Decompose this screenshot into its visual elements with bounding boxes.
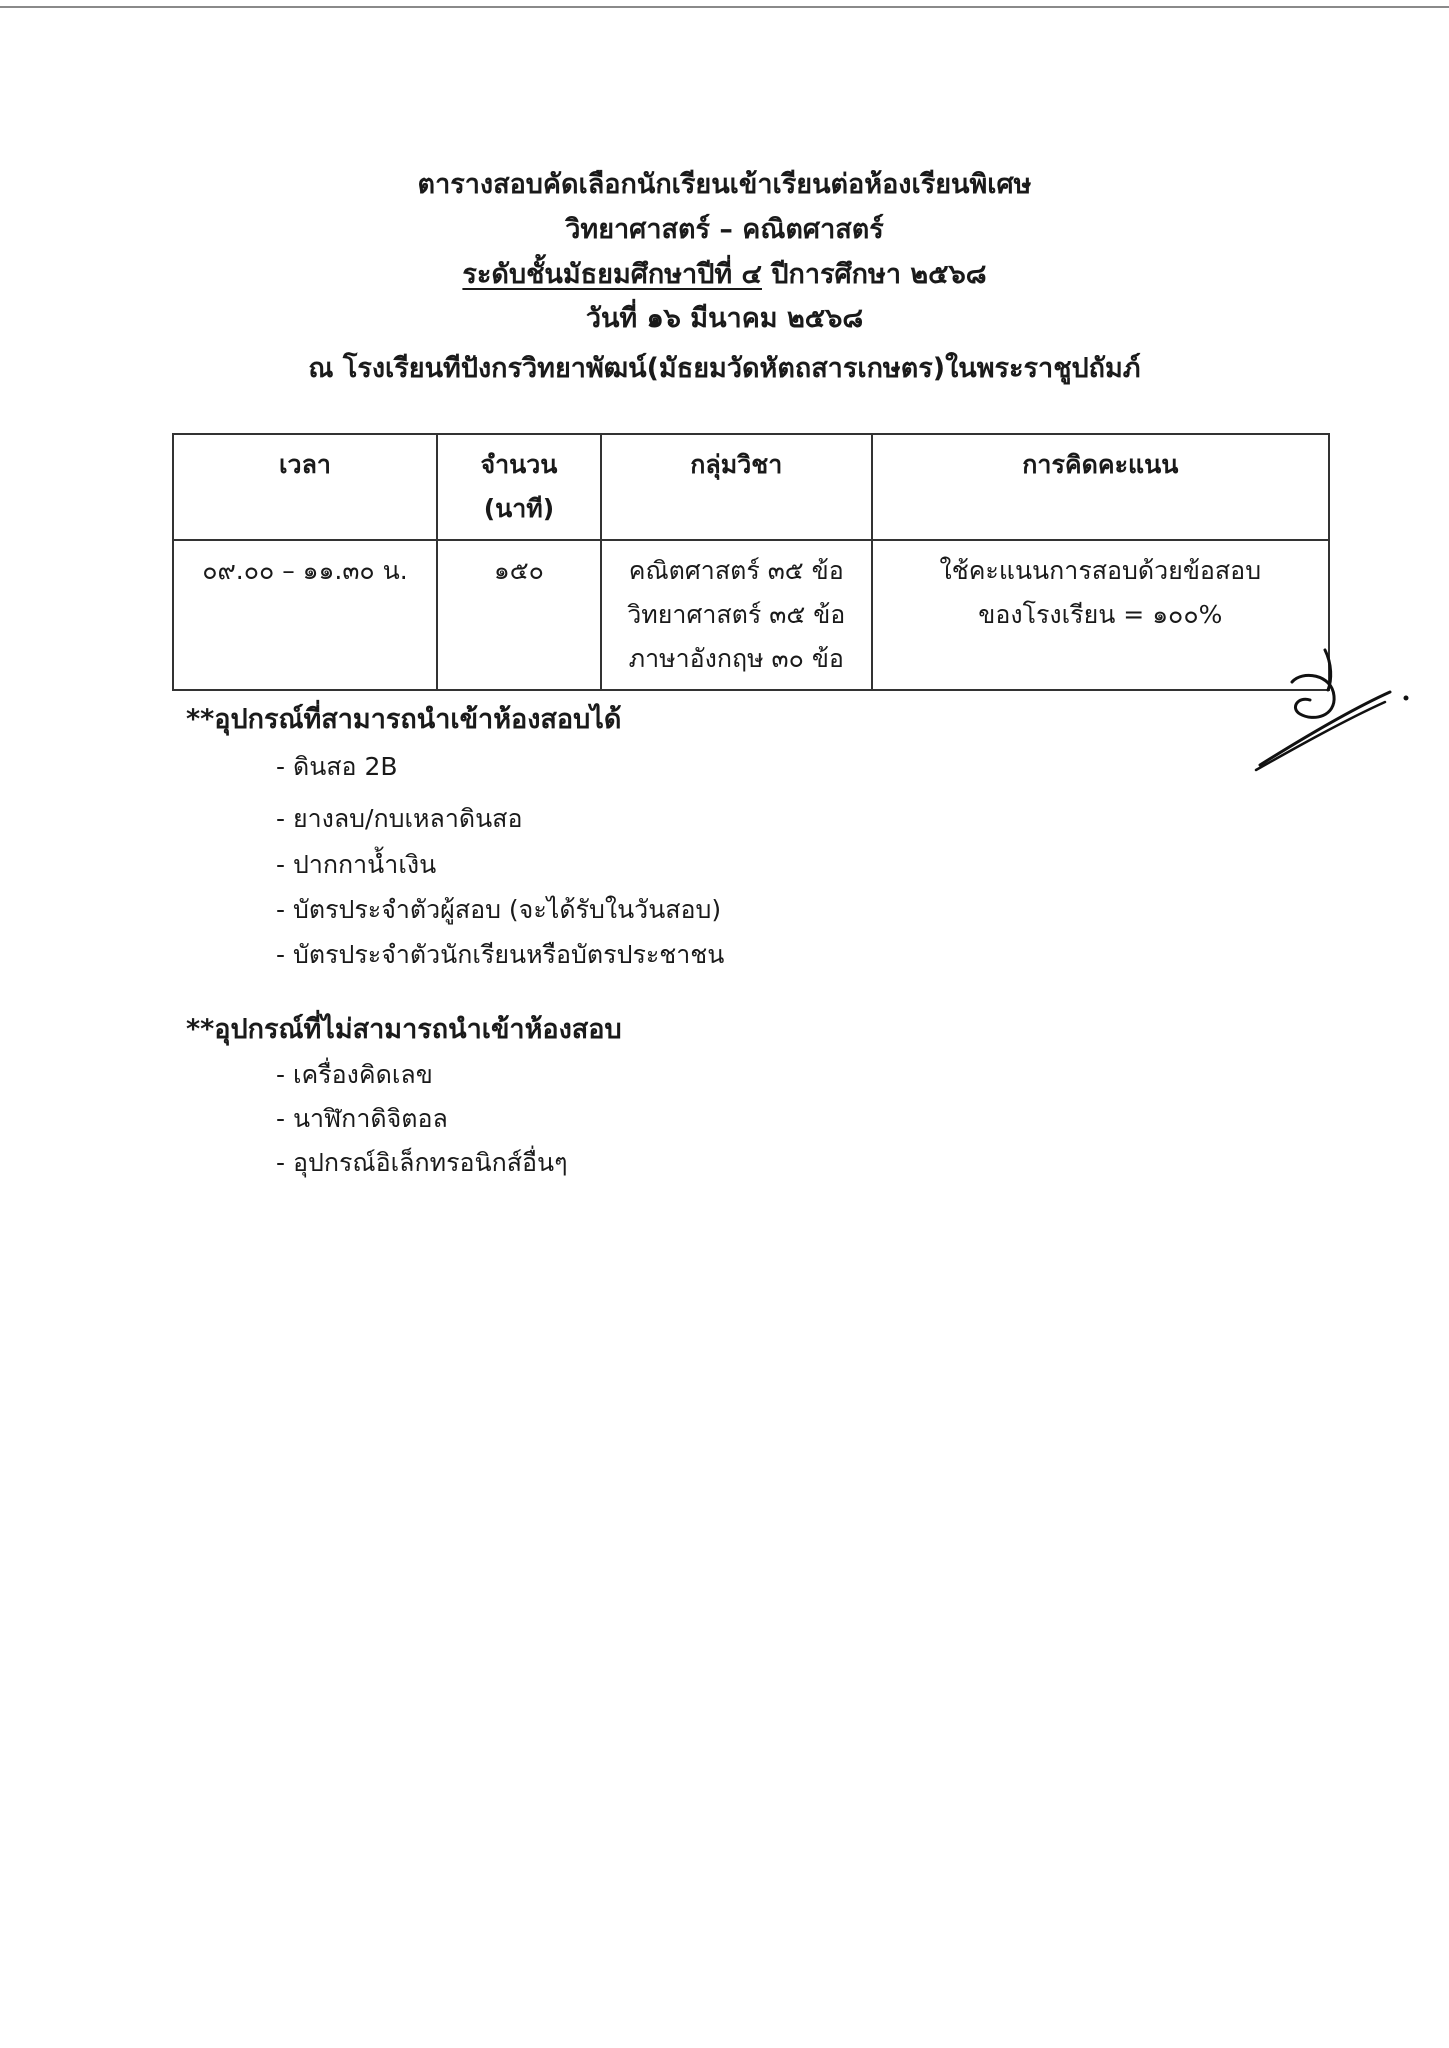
header-time: เวลา bbox=[173, 434, 437, 540]
header-scoring: การคิดคะแนน bbox=[872, 434, 1329, 540]
table-header-row bbox=[173, 434, 1329, 540]
header-duration-line2: (นาที) bbox=[483, 494, 555, 523]
table-row bbox=[173, 540, 1329, 690]
cell-duration: ๑๕๐ bbox=[437, 540, 601, 690]
allowed-item: - ยางลบ/กบเหลาดินสอ bbox=[276, 804, 523, 833]
document-subtitle-program: วิทยาศาสตร์ – คณิตศาสตร์ bbox=[565, 214, 884, 245]
document-title: ตารางสอบคัดเลือกนักเรียนเข้าเรียนต่อห้องเรียนพิเศษ bbox=[417, 169, 1032, 200]
header-duration-line1: จำนวน bbox=[480, 450, 558, 479]
not-allowed-item: - นาฬิกาดิจิตอล bbox=[276, 1104, 448, 1133]
handwritten-signature bbox=[1240, 630, 1420, 790]
subject-science: วิทยาศาสตร์ ๓๕ ข้อ bbox=[627, 600, 846, 629]
scoring-line1: ใช้คะแนนการสอบด้วยข้อสอบ bbox=[939, 556, 1262, 585]
exam-schedule-table bbox=[172, 433, 1330, 691]
exam-date: วันที่ ๑๖ มีนาคม ๒๕๖๘ bbox=[585, 303, 864, 334]
allowed-item: - ปากกาน้ำเงิน bbox=[276, 850, 437, 879]
cell-time: ๐๙.๐๐ – ๑๑.๓๐ น. bbox=[173, 540, 437, 690]
subject-math: คณิตศาสตร์ ๓๕ ข้อ bbox=[628, 556, 844, 585]
grade-level-underlined: ระดับชั้นมัธยมศึกษาปีที่ ๔ bbox=[462, 259, 762, 290]
allowed-item: - บัตรประจำตัวผู้สอบ (จะได้รับในวันสอบ) bbox=[276, 895, 722, 924]
allowed-items-title: **อุปกรณ์ที่สามารถนำเข้าห้องสอบได้ bbox=[186, 704, 622, 735]
allowed-item: - ดินสอ 2B bbox=[276, 752, 398, 781]
subject-english: ภาษาอังกฤษ ๓๐ ข้อ bbox=[628, 644, 844, 673]
not-allowed-item: - อุปกรณ์อิเล็กทรอนิกส์อื่นๆ bbox=[276, 1148, 568, 1177]
exam-venue: ณ โรงเรียนทีปังกรวิทยาพัฒน์(มัธยมวัดหัตถสารเกษตร)ในพระราชูปถัมภ์ bbox=[308, 353, 1141, 384]
header-duration bbox=[437, 434, 601, 540]
document-level-year bbox=[0, 255, 1449, 295]
academic-year: ปีการศึกษา ๒๕๖๘ bbox=[761, 259, 987, 290]
not-allowed-item: - เครื่องคิดเลข bbox=[276, 1060, 433, 1089]
header-subjects: กลุ่มวิชา bbox=[601, 434, 872, 540]
cell-subjects bbox=[601, 540, 872, 690]
page-top-rule bbox=[0, 6, 1449, 8]
not-allowed-items-title: **อุปกรณ์ที่ไม่สามารถนำเข้าห้องสอบ bbox=[186, 1014, 622, 1045]
scoring-line2: ของโรงเรียน = ๑๐๐% bbox=[978, 600, 1223, 629]
allowed-item: - บัตรประจำตัวนักเรียนหรือบัตรประชาชน bbox=[276, 940, 725, 969]
